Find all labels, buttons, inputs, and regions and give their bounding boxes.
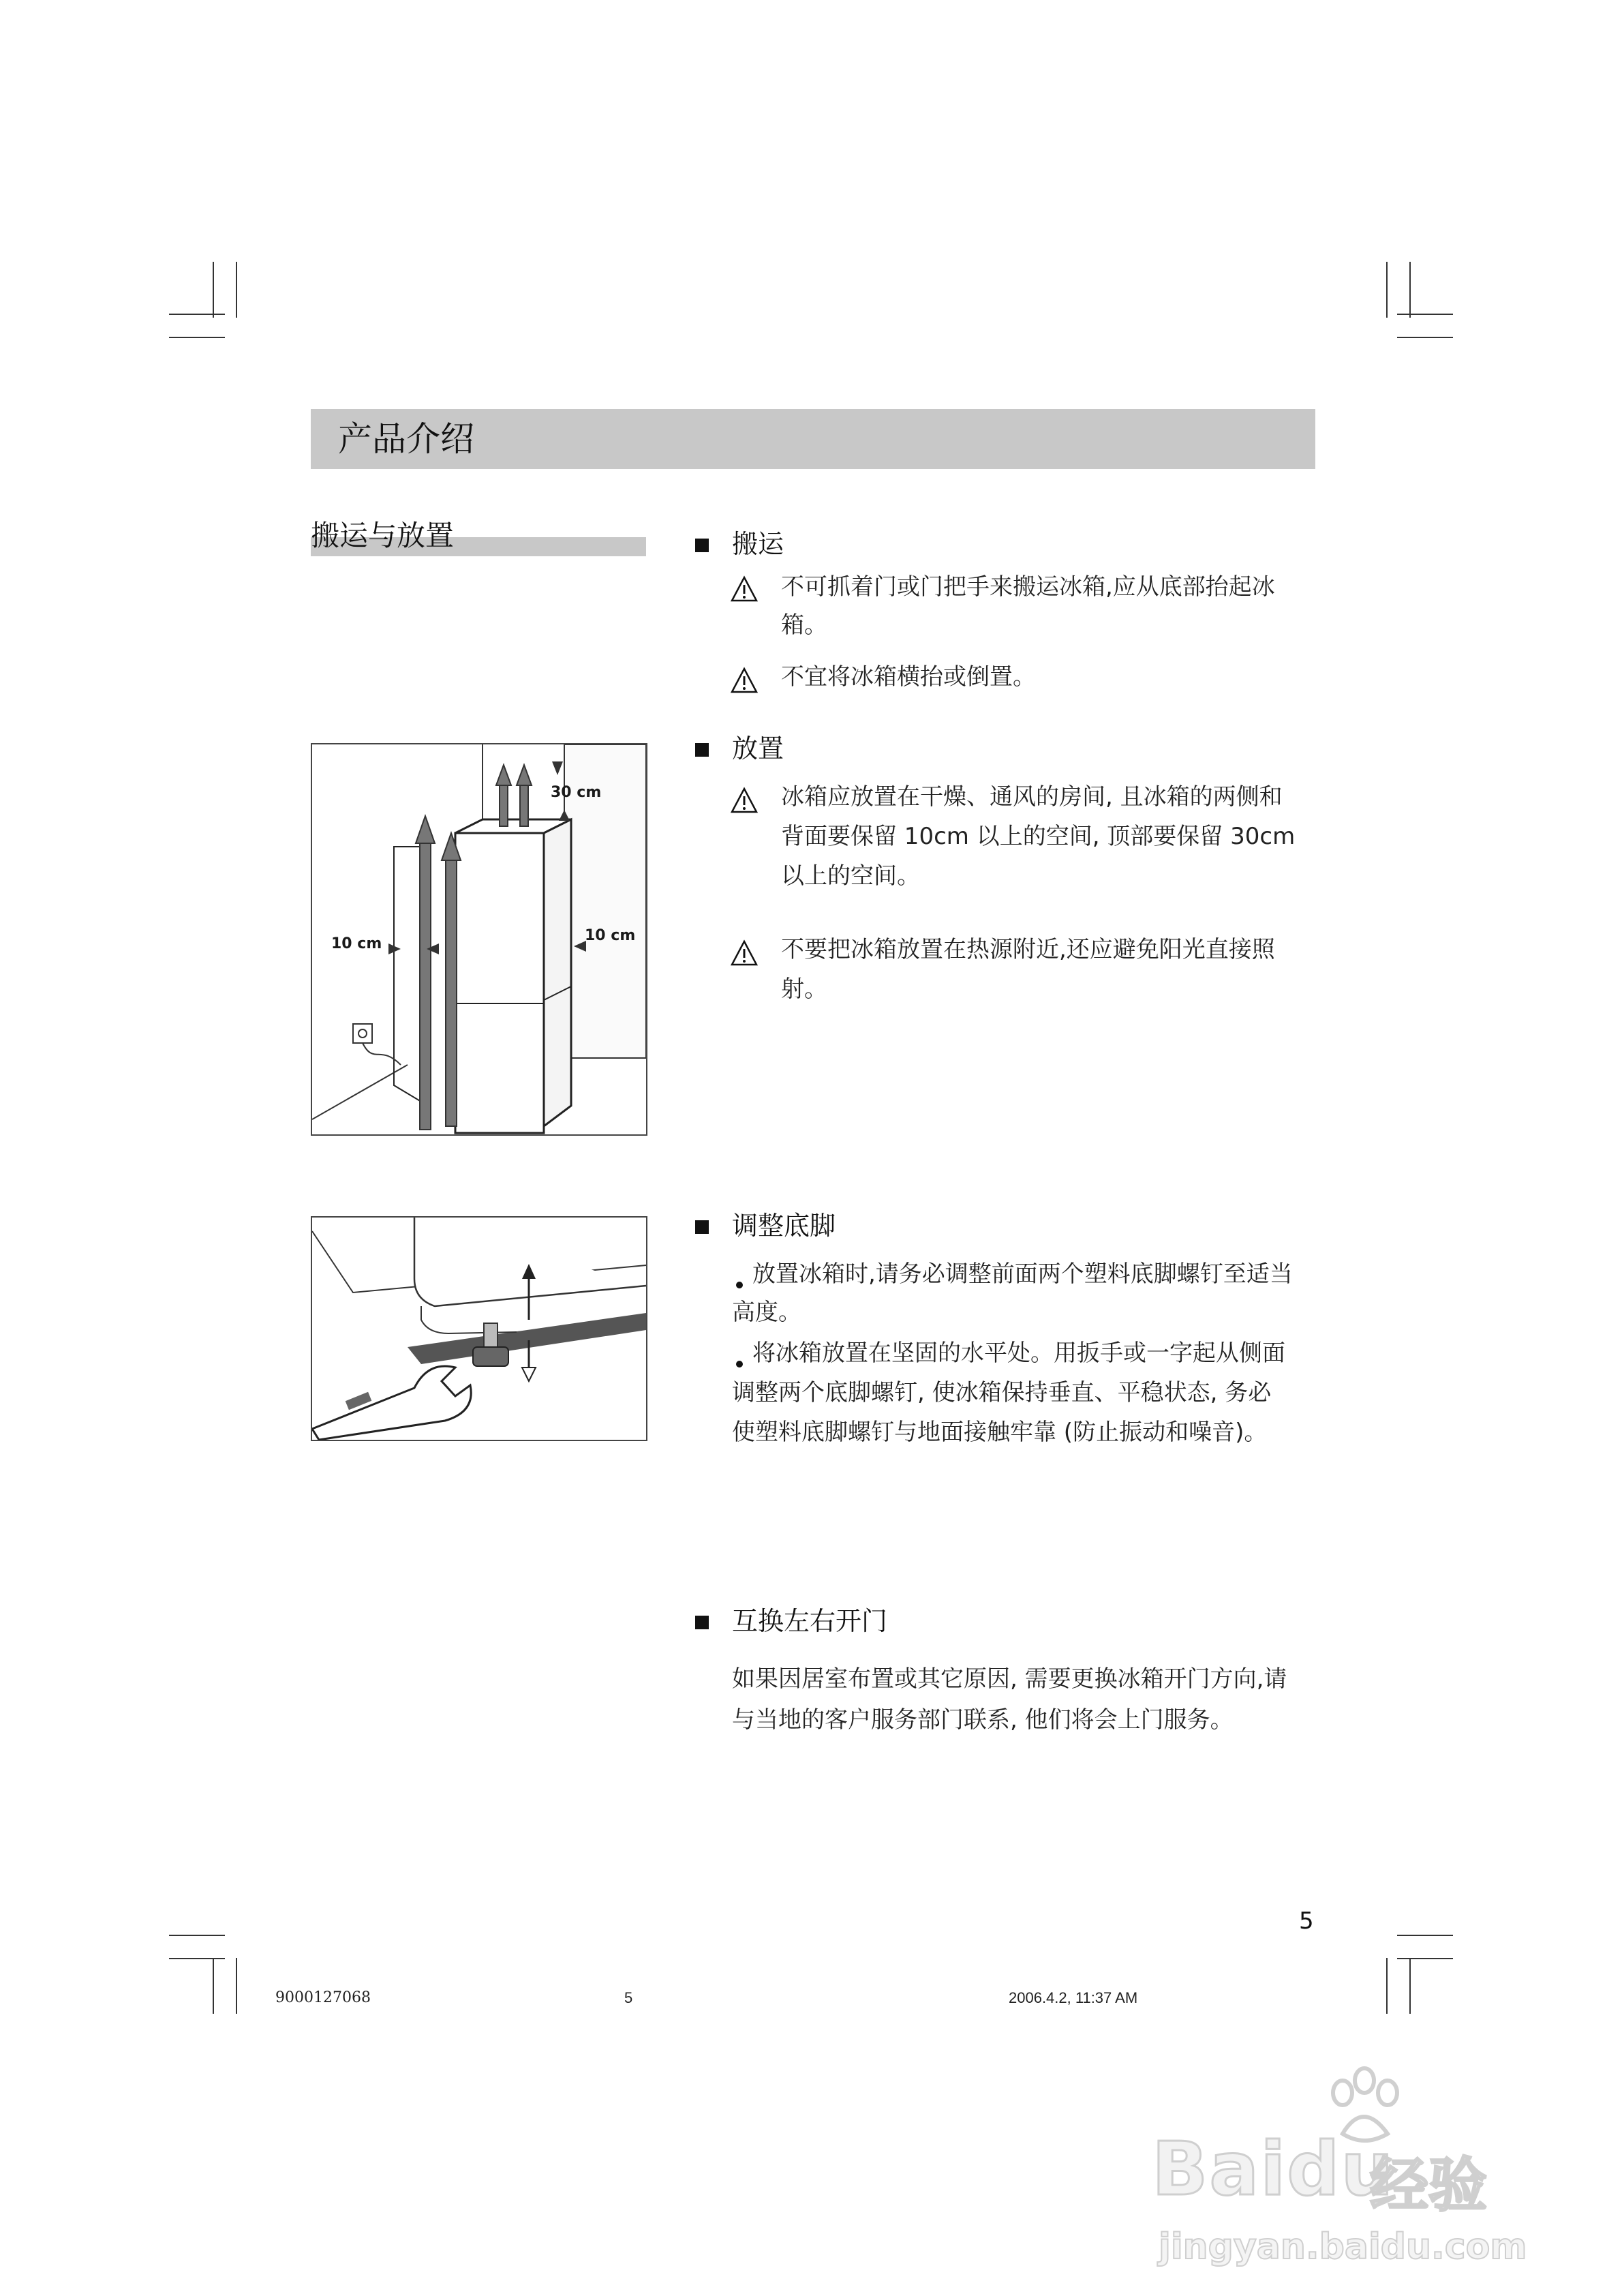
footer-page-number: 5 [624, 1989, 633, 2006]
page-title: 产品介绍 [338, 419, 474, 459]
placement-warning-line: 背面要保留 10cm 以上的空间, 顶部要保留 30cm [781, 823, 1296, 850]
feet-bullet-line: 放置冰箱时,请务必调整前面两个塑料底脚螺钉至适当 [752, 1260, 1293, 1288]
transport-warning-line: 不可抓着门或门把手来搬运冰箱,应从底部抬起冰 [781, 573, 1275, 601]
placement-warning-line: 冰箱应放置在干燥、通风的房间, 且冰箱的两侧和 [781, 783, 1283, 811]
document-id: 9000127068 [275, 1989, 371, 2006]
placement-warning-line: 射。 [781, 976, 827, 1003]
placement-warning-line: 不要把冰箱放置在热源附近,还应避免阳光直接照 [781, 936, 1275, 963]
watermark-url: jingyan.baidu.com [1159, 2226, 1527, 2267]
bullet-dot-icon [736, 1282, 743, 1288]
transport-warning-line: 箱。 [781, 611, 827, 639]
adjust-feet-illustration [312, 1218, 646, 1440]
bullet-square-icon [695, 1616, 709, 1629]
feet-bullet-line: 调整两个底脚螺钉, 使冰箱保持垂直、平稳状态, 务必 [732, 1379, 1272, 1406]
transport-warning-line: 不宜将冰箱横抬或倒置。 [781, 663, 1036, 691]
bullet-square-icon [695, 539, 709, 552]
warning-triangle-icon [731, 667, 758, 694]
clearance-label-top: 30 cm [551, 784, 602, 801]
feet-heading: 调整底脚 [732, 1211, 836, 1241]
clearance-label-right: 10 cm [585, 927, 636, 944]
bullet-square-icon [695, 1220, 709, 1234]
watermark-brand-cn: 经验 [1370, 2151, 1487, 2220]
placement-heading: 放置 [732, 734, 784, 764]
warning-triangle-icon [731, 787, 758, 814]
adjust-feet-figure [311, 1216, 647, 1441]
section-heading: 搬运与放置 [311, 519, 455, 552]
warning-triangle-icon [731, 939, 758, 967]
placement-warning-line: 以上的空间。 [781, 862, 920, 890]
bullet-dot-icon [736, 1361, 743, 1368]
door-heading: 互换左右开门 [732, 1606, 888, 1636]
feet-bullet-line: 将冰箱放置在坚固的水平处。用扳手或一字起从侧面 [752, 1340, 1285, 1367]
watermark-brand: Baidu [1152, 2127, 1395, 2212]
feet-bullet-line: 使塑料底脚螺钉与地面接触牢靠 (防止振动和噪音)。 [732, 1419, 1268, 1446]
fridge-clearance-figure [311, 743, 647, 1136]
transport-heading: 搬运 [732, 529, 784, 559]
clearance-label-left: 10 cm [331, 935, 382, 952]
warning-triangle-icon [731, 575, 758, 603]
door-text-line: 如果因居室布置或其它原因, 需要更换冰箱开门方向,请 [732, 1665, 1287, 1693]
door-text-line: 与当地的客户服务部门联系, 他们将会上门服务。 [732, 1706, 1234, 1734]
feet-bullet-line: 高度。 [732, 1299, 801, 1326]
footer-timestamp: 2006.4.2, 11:37 AM [1009, 1989, 1138, 2006]
page-title-bar [311, 409, 1315, 469]
bullet-square-icon [695, 743, 709, 757]
page-number: 5 [1299, 1907, 1314, 1935]
